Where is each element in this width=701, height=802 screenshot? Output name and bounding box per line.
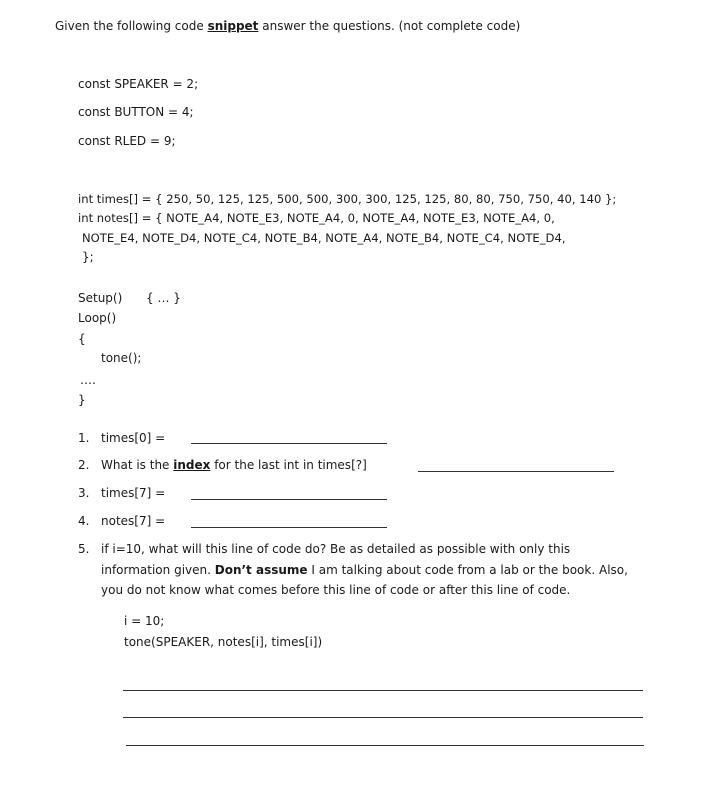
- question-5-answer-line-3[interactable]: [126, 745, 644, 746]
- question-1-text: times[0] =: [101, 431, 166, 445]
- instructions-suffix: answer the questions. (not complete code): [258, 19, 521, 33]
- const-rled: const RLED = 9;: [78, 134, 176, 148]
- const-speaker: const SPEAKER = 2;: [78, 77, 199, 91]
- question-2-pre: What is the: [101, 458, 174, 472]
- times-array: int times[] = { 250, 50, 125, 125, 500, 500, 300, 300, 125, 125, 80, 80, 750, 750, 40, 140 };: [78, 192, 617, 206]
- question-3-answer-line[interactable]: [191, 499, 387, 500]
- question-5-line-2-bold: Don’t assume: [214, 563, 308, 577]
- question-3-text: times[7] =: [101, 486, 166, 500]
- question-5-line-2-post: I am talking about code from a lab or the book. Also,: [307, 563, 628, 577]
- instructions-heading: [55, 19, 520, 34]
- setup-body: { … }: [146, 291, 181, 305]
- question-2-post: for the last int in times[?]: [210, 458, 367, 472]
- question-5-answer-line-1[interactable]: [123, 690, 643, 691]
- question-5-number: 5.: [78, 542, 90, 556]
- notes-array-line2: NOTE_E4, NOTE_D4, NOTE_C4, NOTE_B4, NOTE_A4, NOTE_B4, NOTE_C4, NOTE_D4,: [82, 231, 566, 245]
- tone-call: tone();: [101, 351, 142, 365]
- loop-close-brace: }: [78, 393, 86, 407]
- question-5-code-2: tone(SPEAKER, notes[i], times[i]): [124, 635, 323, 649]
- setup-function: Setup(): [78, 291, 123, 305]
- notes-array-line1: int notes[] = { NOTE_A4, NOTE_E3, NOTE_A4, 0, NOTE_A4, NOTE_E3, NOTE_A4, 0,: [78, 211, 555, 225]
- question-3-number: 3.: [78, 486, 90, 500]
- question-5-code-1: i = 10;: [124, 614, 165, 628]
- question-5-line-3: you do not know what comes before this line of code or after this line of code.: [101, 583, 571, 597]
- const-button: const BUTTON = 4;: [78, 105, 194, 119]
- question-2-number: 2.: [78, 458, 90, 472]
- question-2-answer-line[interactable]: [418, 471, 614, 472]
- instructions-prefix: Given the following code: [55, 19, 208, 33]
- question-1-number: 1.: [78, 431, 90, 445]
- question-4-number: 4.: [78, 514, 90, 528]
- question-5-answer-line-2[interactable]: [123, 717, 643, 718]
- question-4-text: notes[7] =: [101, 514, 166, 528]
- question-1-answer-line[interactable]: [191, 443, 387, 444]
- question-5-line-2: [101, 563, 628, 578]
- question-4-answer-line[interactable]: [191, 527, 387, 528]
- question-5-line-2-pre: information given.: [101, 563, 215, 577]
- loop-function: Loop(): [78, 311, 117, 325]
- notes-array-close: };: [82, 250, 94, 264]
- question-5-line-1: if i=10, what will this line of code do? Be as detailed as possible with only this: [101, 542, 571, 556]
- loop-open-brace: {: [78, 332, 86, 346]
- instructions-keyword: snippet: [207, 19, 259, 33]
- loop-ellipsis: ….: [80, 373, 96, 387]
- question-2-text: [101, 458, 367, 473]
- question-2-keyword: index: [173, 458, 211, 472]
